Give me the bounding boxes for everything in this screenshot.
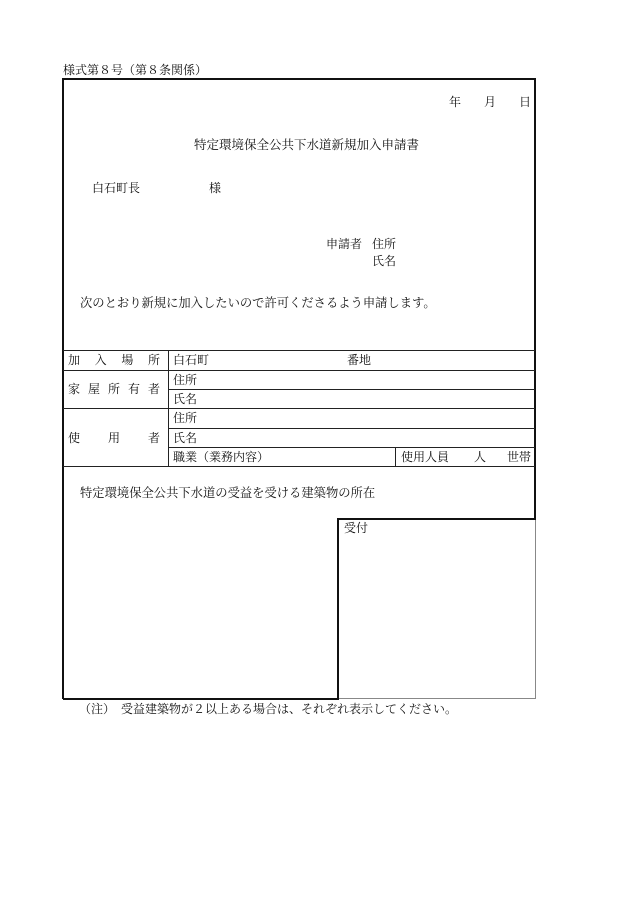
owner-label-char-5: 者	[147, 382, 160, 396]
frame-top-border	[63, 78, 536, 80]
reception-label: 受付	[344, 521, 369, 535]
table-line-6	[169, 447, 535, 448]
location-lot: 番地	[347, 353, 372, 367]
table-label-column-border	[168, 350, 169, 466]
applicant-name-label: 氏名	[372, 254, 397, 268]
owner-label-char-2: 屋	[87, 382, 100, 396]
frame-bottom-border	[63, 698, 339, 700]
user-label	[68, 432, 160, 444]
owner-address-label: 住所	[173, 373, 198, 387]
table-line-4	[63, 408, 535, 409]
table-line-2	[63, 370, 535, 371]
user-name-label: 氏名	[173, 431, 198, 445]
form-title: 特定環境保全公共下水道新規加入申請書	[194, 137, 420, 152]
frame-left-border	[62, 78, 64, 699]
location-label-char-2: 入	[94, 353, 107, 367]
applicant-address-label: 住所	[372, 237, 397, 251]
user-count-label: 使用人員	[401, 450, 450, 464]
user-count-unit-person: 人	[474, 450, 487, 464]
table-line-3	[169, 389, 535, 390]
user-label-char-1: 使	[68, 431, 81, 445]
frame-step-border	[338, 518, 536, 520]
table-count-column-border	[395, 447, 396, 466]
owner-label-char-4: 有	[127, 382, 140, 396]
building-location-label: 特定環境保全公共下水道の受益を受ける建築物の所在	[80, 486, 376, 500]
user-occupation-label: 職業（業務内容）	[173, 450, 270, 464]
frame-inner-vertical-border	[337, 518, 339, 699]
table-line-5	[169, 428, 535, 429]
owner-name-label: 氏名	[173, 392, 198, 406]
form-number: 様式第８号（第８条関係）	[63, 63, 208, 77]
user-address-label: 住所	[173, 411, 198, 425]
location-label-char-4: 所	[147, 353, 160, 367]
date-day: 日	[519, 95, 532, 109]
owner-label-char-3: 所	[107, 382, 120, 396]
note-text: 受益建築物が２以上ある場合は、それぞれ表示してください。	[121, 702, 458, 716]
applicant-label: 申請者	[326, 237, 363, 251]
frame-right-border	[534, 78, 536, 520]
table-line-1	[63, 350, 535, 351]
location-town: 白石町	[173, 353, 210, 367]
date-year: 年	[449, 95, 462, 109]
date-month: 月	[484, 95, 497, 109]
owner-label	[68, 383, 160, 395]
user-label-char-2: 用	[107, 431, 120, 445]
user-label-char-3: 者	[147, 431, 160, 445]
owner-label-char-1: 家	[68, 382, 81, 396]
reception-right-border	[535, 520, 536, 698]
location-label-char-3: 場	[121, 353, 134, 367]
request-text: 次のとおり新規に加入したいので許可くださるよう申請します。	[80, 296, 436, 310]
location-label	[68, 354, 160, 366]
addressee-name: 白石町長	[92, 181, 141, 195]
note-prefix: （注）	[79, 702, 116, 716]
reception-bottom-border	[339, 698, 536, 699]
location-label-char-1: 加	[68, 353, 81, 367]
table-line-7	[63, 466, 535, 467]
user-count-unit-household: 世帯	[507, 450, 532, 464]
addressee-honorific: 様	[209, 181, 222, 195]
